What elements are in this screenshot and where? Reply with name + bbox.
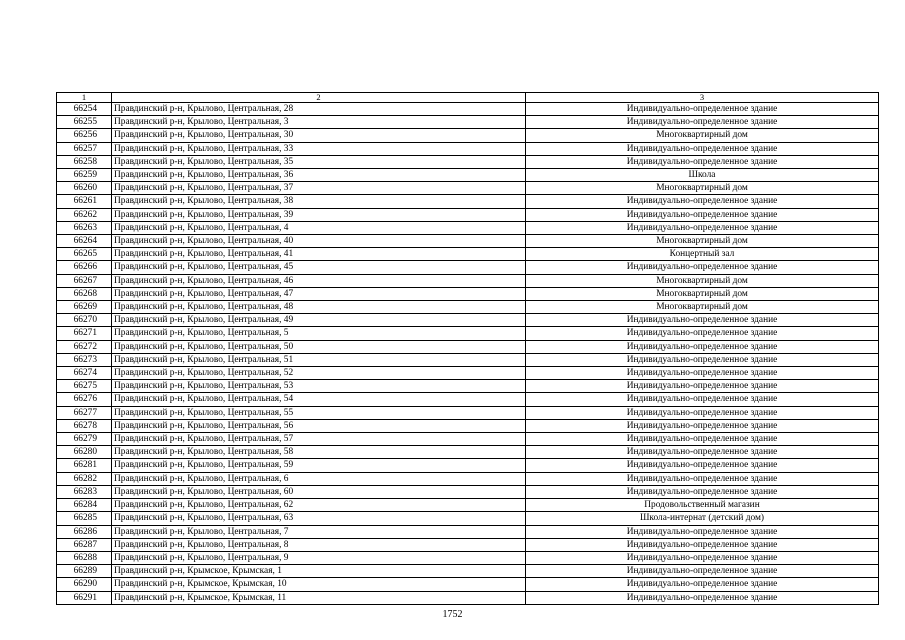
- building-type-cell: Индивидуально-определенное здание: [526, 221, 879, 234]
- address-cell: Правдинский р-н, Крылово, Центральная, 50: [112, 340, 526, 353]
- building-type-cell: Индивидуально-определенное здание: [526, 195, 879, 208]
- building-type-cell: Индивидуально-определенное здание: [526, 433, 879, 446]
- row-number-cell: 66258: [57, 155, 112, 168]
- row-number-cell: 66271: [57, 327, 112, 340]
- table-row: [57, 459, 879, 472]
- row-number-cell: 66264: [57, 235, 112, 248]
- table-row: [57, 499, 879, 512]
- address-cell: Правдинский р-н, Крылово, Центральная, 3: [112, 116, 526, 129]
- building-type-cell: Индивидуально-определенное здание: [526, 353, 879, 366]
- row-number-cell: 66261: [57, 195, 112, 208]
- building-type-cell: Индивидуально-определенное здание: [526, 116, 879, 129]
- table-row: [57, 129, 879, 142]
- building-type-cell: Индивидуально-определенное здание: [526, 327, 879, 340]
- row-number-cell: 66282: [57, 472, 112, 485]
- address-cell: Правдинский р-н, Крылово, Центральная, 53: [112, 380, 526, 393]
- header-cell-3: 3: [526, 93, 879, 103]
- table-row: [57, 287, 879, 300]
- table-row: [57, 142, 879, 155]
- address-cell: Правдинский р-н, Крылово, Центральная, 60: [112, 485, 526, 498]
- address-cell: Правдинский р-н, Крылово, Центральная, 39: [112, 208, 526, 221]
- address-cell: Правдинский р-н, Крылово, Центральная, 7: [112, 525, 526, 538]
- building-type-cell: Многоквартирный дом: [526, 274, 879, 287]
- building-type-cell: Индивидуально-определенное здание: [526, 551, 879, 564]
- address-cell: Правдинский р-н, Крылово, Центральная, 6: [112, 472, 526, 485]
- row-number-cell: 66263: [57, 221, 112, 234]
- address-cell: Правдинский р-н, Крылово, Центральная, 4: [112, 221, 526, 234]
- row-number-cell: 66275: [57, 380, 112, 393]
- row-number-cell: 66279: [57, 433, 112, 446]
- address-cell: Правдинский р-н, Крылово, Центральная, 5: [112, 327, 526, 340]
- building-type-cell: Индивидуально-определенное здание: [526, 565, 879, 578]
- header-cell-2: 2: [112, 93, 526, 103]
- row-number-cell: 66290: [57, 578, 112, 591]
- address-cell: Правдинский р-н, Крылово, Центральная, 9: [112, 551, 526, 564]
- building-type-cell: Индивидуально-определенное здание: [526, 591, 879, 604]
- table-row: [57, 301, 879, 314]
- address-cell: Правдинский р-н, Крылово, Центральная, 37: [112, 182, 526, 195]
- building-type-cell: Индивидуально-определенное здание: [526, 525, 879, 538]
- table-row: [57, 591, 879, 604]
- page-number: 1752: [442, 609, 463, 620]
- building-type-cell: Продовольственный магазин: [526, 499, 879, 512]
- address-cell: Правдинский р-н, Крылово, Центральная, 55: [112, 406, 526, 419]
- row-number-cell: 66273: [57, 353, 112, 366]
- row-number-cell: 66254: [57, 103, 112, 116]
- row-number-cell: 66274: [57, 367, 112, 380]
- building-type-cell: Индивидуально-определенное здание: [526, 419, 879, 432]
- address-cell: Правдинский р-н, Крылово, Центральная, 51: [112, 353, 526, 366]
- building-type-cell: Многоквартирный дом: [526, 182, 879, 195]
- address-cell: Правдинский р-н, Крымское, Крымская, 1: [112, 565, 526, 578]
- building-type-cell: Индивидуально-определенное здание: [526, 367, 879, 380]
- row-number-cell: 66255: [57, 116, 112, 129]
- table-body: [57, 103, 879, 605]
- building-type-cell: Индивидуально-определенное здание: [526, 446, 879, 459]
- table-row: [57, 578, 879, 591]
- table-row: [57, 367, 879, 380]
- table-row: [57, 274, 879, 287]
- row-number-cell: 66288: [57, 551, 112, 564]
- table-row: [57, 221, 879, 234]
- header-cell-1: 1: [57, 93, 112, 103]
- building-type-cell: Индивидуально-определенное здание: [526, 485, 879, 498]
- address-cell: Правдинский р-н, Крылово, Центральная, 28: [112, 103, 526, 116]
- building-type-cell: Индивидуально-определенное здание: [526, 142, 879, 155]
- building-type-cell: Школа: [526, 169, 879, 182]
- table-header: [57, 93, 879, 103]
- row-number-cell: 66272: [57, 340, 112, 353]
- building-type-cell: Индивидуально-определенное здание: [526, 393, 879, 406]
- address-cell: Правдинский р-н, Крылово, Центральная, 35: [112, 155, 526, 168]
- building-type-cell: Индивидуально-определенное здание: [526, 459, 879, 472]
- row-number-cell: 66281: [57, 459, 112, 472]
- address-cell: Правдинский р-н, Крылово, Центральная, 41: [112, 248, 526, 261]
- address-cell: Правдинский р-н, Крылово, Центральная, 36: [112, 169, 526, 182]
- row-number-cell: 66291: [57, 591, 112, 604]
- row-number-cell: 66284: [57, 499, 112, 512]
- address-cell: Правдинский р-н, Крылово, Центральная, 30: [112, 129, 526, 142]
- row-number-cell: 66259: [57, 169, 112, 182]
- row-number-cell: 66285: [57, 512, 112, 525]
- table-row: [57, 512, 879, 525]
- row-number-cell: 66260: [57, 182, 112, 195]
- row-number-cell: 66256: [57, 129, 112, 142]
- address-cell: Правдинский р-н, Крылово, Центральная, 59: [112, 459, 526, 472]
- table-header-row: [57, 93, 879, 103]
- row-number-cell: 66265: [57, 248, 112, 261]
- address-cell: Правдинский р-н, Крылово, Центральная, 33: [112, 142, 526, 155]
- table-row: [57, 525, 879, 538]
- row-number-cell: 66289: [57, 565, 112, 578]
- row-number-cell: 66257: [57, 142, 112, 155]
- table-row: [57, 538, 879, 551]
- table-row: [57, 182, 879, 195]
- address-cell: Правдинский р-н, Крылово, Центральная, 62: [112, 499, 526, 512]
- row-number-cell: 66276: [57, 393, 112, 406]
- table-row: [57, 380, 879, 393]
- address-cell: Правдинский р-н, Крылово, Центральная, 40: [112, 235, 526, 248]
- building-type-cell: Индивидуально-определенное здание: [526, 578, 879, 591]
- row-number-cell: 66286: [57, 525, 112, 538]
- building-type-cell: Индивидуально-определенное здание: [526, 261, 879, 274]
- table-row: [57, 314, 879, 327]
- document-table: [56, 92, 879, 605]
- building-type-cell: Школа-интернат (детский дом): [526, 512, 879, 525]
- building-type-cell: Концертный зал: [526, 248, 879, 261]
- address-cell: Правдинский р-н, Крымское, Крымская, 10: [112, 578, 526, 591]
- address-cell: Правдинский р-н, Крылово, Центральная, 52: [112, 367, 526, 380]
- address-cell: Правдинский р-н, Крылово, Центральная, 54: [112, 393, 526, 406]
- address-cell: Правдинский р-н, Крылово, Центральная, 46: [112, 274, 526, 287]
- building-type-cell: Индивидуально-определенное здание: [526, 472, 879, 485]
- table-row: [57, 551, 879, 564]
- address-cell: Правдинский р-н, Крылово, Центральная, 38: [112, 195, 526, 208]
- building-type-cell: Индивидуально-определенное здание: [526, 406, 879, 419]
- table-row: [57, 353, 879, 366]
- address-cell: Правдинский р-н, Крылово, Центральная, 58: [112, 446, 526, 459]
- row-number-cell: 66262: [57, 208, 112, 221]
- address-cell: Правдинский р-н, Крылово, Центральная, 56: [112, 419, 526, 432]
- row-number-cell: 66280: [57, 446, 112, 459]
- building-type-cell: Индивидуально-определенное здание: [526, 380, 879, 393]
- table-row: [57, 393, 879, 406]
- row-number-cell: 66287: [57, 538, 112, 551]
- row-number-cell: 66283: [57, 485, 112, 498]
- building-type-cell: Многоквартирный дом: [526, 301, 879, 314]
- row-number-cell: 66270: [57, 314, 112, 327]
- row-number-cell: 66277: [57, 406, 112, 419]
- table-row: [57, 169, 879, 182]
- table-row: [57, 195, 879, 208]
- address-cell: Правдинский р-н, Крылово, Центральная, 47: [112, 287, 526, 300]
- table-row: [57, 261, 879, 274]
- table-row: [57, 433, 879, 446]
- building-type-cell: Индивидуально-определенное здание: [526, 314, 879, 327]
- building-type-cell: Индивидуально-определенное здание: [526, 340, 879, 353]
- address-cell: Правдинский р-н, Крылово, Центральная, 63: [112, 512, 526, 525]
- table-row: [57, 472, 879, 485]
- row-number-cell: 66268: [57, 287, 112, 300]
- table-row: [57, 235, 879, 248]
- table-row: [57, 419, 879, 432]
- table-row: [57, 208, 879, 221]
- address-cell: Правдинский р-н, Крылово, Центральная, 48: [112, 301, 526, 314]
- table-row: [57, 327, 879, 340]
- building-type-cell: Индивидуально-определенное здание: [526, 155, 879, 168]
- table-row: [57, 116, 879, 129]
- table-row: [57, 565, 879, 578]
- row-number-cell: 66266: [57, 261, 112, 274]
- table-row: [57, 446, 879, 459]
- building-type-cell: Индивидуально-определенное здание: [526, 538, 879, 551]
- table-row: [57, 406, 879, 419]
- address-cell: Правдинский р-н, Крымское, Крымская, 11: [112, 591, 526, 604]
- table-row: [57, 340, 879, 353]
- address-cell: Правдинский р-н, Крылово, Центральная, 57: [112, 433, 526, 446]
- address-cell: Правдинский р-н, Крылово, Центральная, 45: [112, 261, 526, 274]
- row-number-cell: 66278: [57, 419, 112, 432]
- table-row: [57, 248, 879, 261]
- building-type-cell: Многоквартирный дом: [526, 235, 879, 248]
- row-number-cell: 66267: [57, 274, 112, 287]
- row-number-cell: 66269: [57, 301, 112, 314]
- building-type-cell: Индивидуально-определенное здание: [526, 103, 879, 116]
- address-cell: Правдинский р-н, Крылово, Центральная, 8: [112, 538, 526, 551]
- building-type-cell: Индивидуально-определенное здание: [526, 208, 879, 221]
- address-cell: Правдинский р-н, Крылово, Центральная, 49: [112, 314, 526, 327]
- table-row: [57, 485, 879, 498]
- building-type-cell: Многоквартирный дом: [526, 287, 879, 300]
- building-type-cell: Многоквартирный дом: [526, 129, 879, 142]
- table-row: [57, 103, 879, 116]
- table-row: [57, 155, 879, 168]
